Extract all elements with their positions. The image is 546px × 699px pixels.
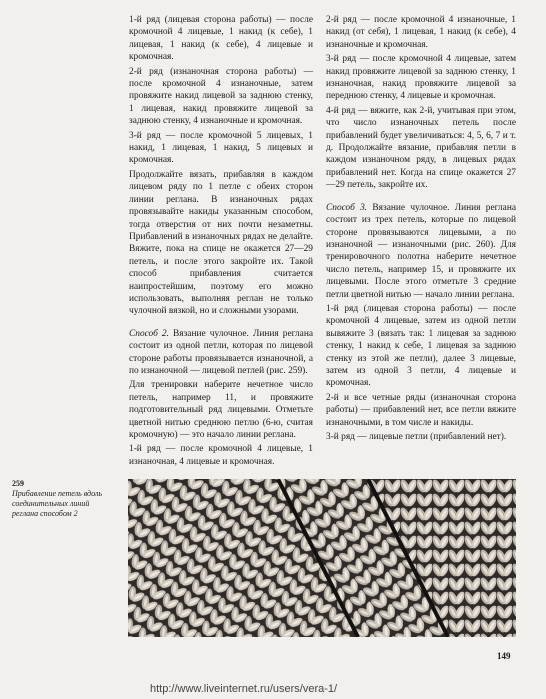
paragraph: 4-й ряд — вяжите, как 2-й, учитывая при этом, что число изнаночных петель после прибавлений будет увеличиваться: 4, 5, 6, 7 и т. д. Продолжайте вязание, прибавляя петли в каждом изнаночном ряду, в лицевых рядах прибавлений нет. Когда на спице окажется 27—29 петель, закройте их. [326,105,516,191]
method-text: Вязание чулочное. Линия реглана состоит из трех петель, которые по лицевой стороне провязываются лицевыми, а по изнаночной — изнаночными (рис. 260). Для тренировочного полотна наберите нечетное число петель, например 15, и провяжите их лицевыми. После этого отметьте 3 средние петли цветной нитью — начало линии реглана. [326,202,517,300]
method-label: Способ 3. [326,202,368,213]
page-number: 149 [497,651,511,661]
method-2-paragraph [129,328,313,378]
paragraph: Продолжайте вязать, прибавляя в каждом лицевом ряду по 1 петле с обеих сторон линии реглана. В изнаночных рядах провязывайте накиды указанным способом, тогда отверстия от них почти незаметны. Прибавлений в изнаночных рядах не делайте. Вяжите, пока на спице не окажется 27—29 петель, и после этого закройте их. Такой способ прибавления считается наипростейшим, поэтому его можно использовать, выполняя реглан не только чулочной вязкой, но и сложными узорами. [129,169,313,317]
knitting-photo [128,479,516,637]
method-text: Вязание чулочное. Линия реглана состоит из одной петли, которая по лицевой стороне работы провязывается изнаночной, а по изнаночной — лицевой петлей (рис. 259). [129,328,313,376]
figure-caption-text: Прибавление петель вдоль соединительных линий реглана способом 2 [12,489,103,518]
paragraph: 1-й ряд (лицевая сторона работы) — после кромочной 4 лицевые, 1 накид (к себе), 1 лицевая, 1 накид (к себе), 4 лицевые и кромочная. [129,15,313,63]
paragraph: 2-й ряд — после кромочной 4 изнаночные, 1 накид (от себя), 1 лицевая, 1 накид (к себе), 4 изнаночные и кромочная. [326,15,516,50]
right-text-column [326,14,516,445]
figure-number: 259 [12,479,24,488]
paragraph: Для тренировки наберите нечетное число петель, например 11, и провяжите подготовительный ряд лицевыми. Отметьте цветной нитью среднюю петлю (6-ю, считая кромочную) — это начало линии реглана. [129,380,313,440]
knit-stitch-image [128,479,516,637]
paragraph: 1-й ряд — после кромочной 4 лицевые, 1 изнаночная, 4 лицевые и кромочная. [129,444,313,467]
method-label: Способ 2. [129,328,169,339]
paragraph: 2-й ряд (изнаночная сторона работы) — после кромочной 4 изнаночные, затем провяжите накид лицевой за заднюю стенку, 1 лицевая, накид провяжите лицевой за заднюю стенку, 4 изнаночные и кромочная. [129,66,313,127]
left-text-column [129,14,313,470]
method-3-paragraph [326,202,516,301]
paragraph: 1-й ряд (лицевая сторона работы) — после кромочной 4 лицевые, затем из одной петли вывяжите 3 (вязать так: 1 лицевая за заднюю стенку, 1 накид к себе, 1 лицевая за заднюю стенку из этой же петли), далее 3 лицевые, затем из одной 3 петли, 4 лицевые и кромочная. [326,303,516,389]
paragraph: 2-й и все четные ряды (изнаночная сторона работы) — прибавлений нет, все петли вяжите изнаночными, в том числе и накиды. [326,392,516,428]
watermark-url[interactable]: http://www.liveinternet.ru/users/vera-1/ [150,683,338,695]
figure-caption [12,479,112,519]
paragraph: 3-й ряд — лицевые петли (прибавлений нет). [326,432,507,442]
paragraph: 3-й ряд — после кромочной 4 лицевые, затем накид провяжите лицевой за заднюю стенку, 1 изнаночная, накид провяжите лицевой за переднюю стенку, 4 лицевые и кромочная. [326,54,516,102]
paragraph: 3-й ряд — после кромочной 5 лицевых, 1 накид, 1 лицевая, 1 накид, 5 лицевых и кромочная. [129,130,313,166]
